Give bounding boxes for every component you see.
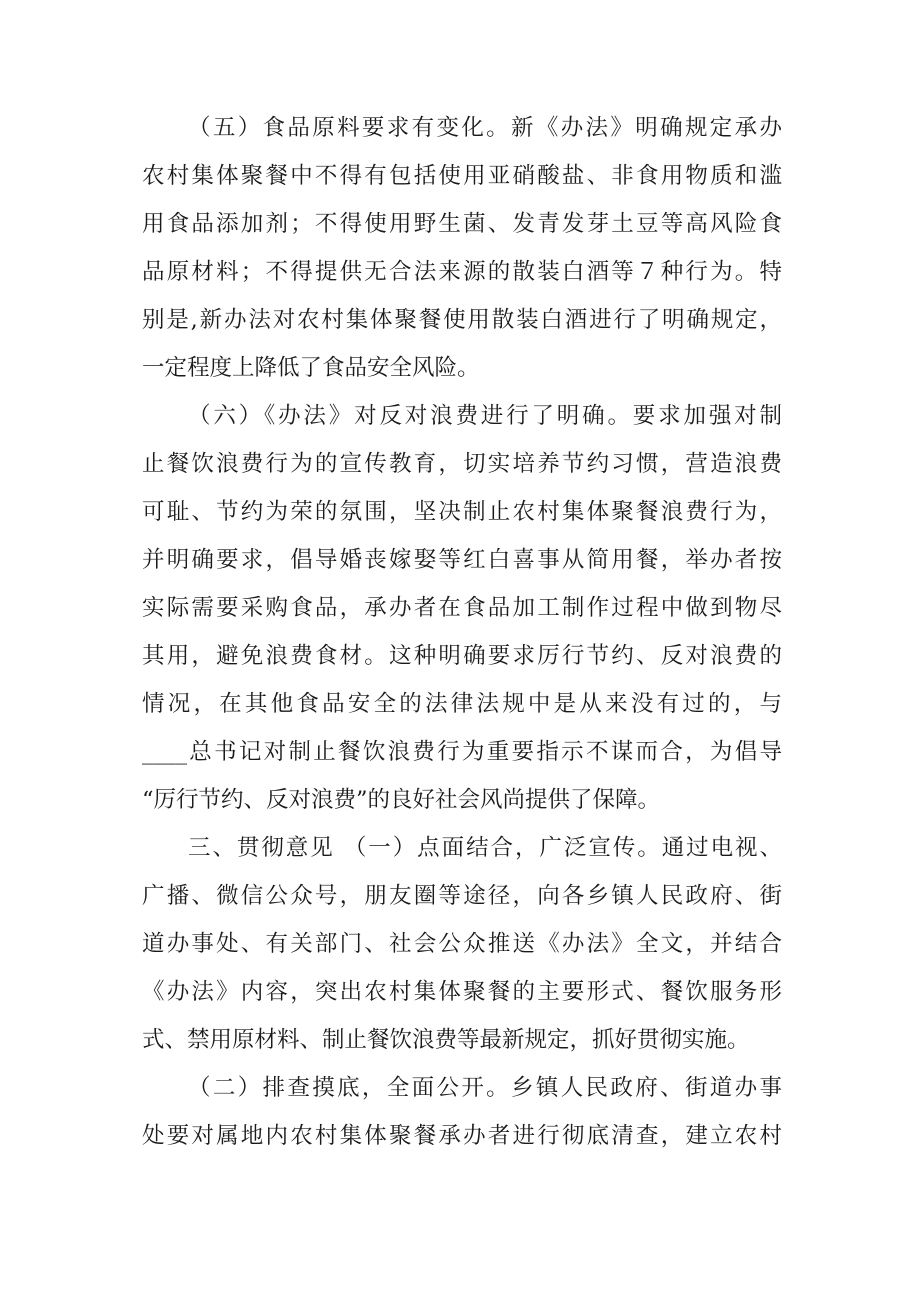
text-line: 并明确要求，倡导婚丧嫁娶等红白喜事从简用餐，举办者按 [142,547,782,573]
text-line: 止餐饮浪费行为的宣传教育，切实培养节约习惯，营造浪费 [142,451,782,477]
text-line: 式、禁用原材料、制止餐饮浪费等最新规定，抓好贯彻实施。 [142,1027,750,1053]
text-line: 《办法》内容，突出农村集体聚餐的主要形式、餐饮服务形 [142,979,782,1005]
text-line: 实际需要采购食品，承办者在食品加工制作过程中做到物尽 [142,595,782,621]
text-line: （六）《办法》对反对浪费进行了明确。要求加强对制 [188,403,782,429]
text-line: 可耻、节约为荣的氛围，坚决制止农村集体聚餐浪费行为， [142,499,782,525]
text-line: 别是,新办法对农村集体聚餐使用散装白酒进行了明确规定， [142,307,782,333]
text-line: 道办事处、有关部门、社会公众推送《办法》全文，并结合 [142,931,782,957]
text-line: 处要对属地内农村集体聚餐承办者进行彻底清查，建立农村 [142,1123,782,1149]
text-line: “厉行节约、反对浪费”的良好社会风尚提供了保障。 [142,787,661,813]
text-line: 情况，在其他食品安全的法律法规中是从来没有过的，与 [142,691,782,717]
text-line: 广播、微信公众号，朋友圈等途径，向各乡镇人民政府、街 [142,883,782,909]
text-line: 三、贯彻意见 （一）点面结合，广泛宣传。通过电视、 [188,835,782,861]
text-line: 品原材料；不得提供无合法来源的散装白酒等７种行为。特 [142,259,782,285]
text-line: （五）食品原料要求有变化。新《办法》明确规定承办 [188,115,782,141]
text-line: 用食品添加剂；不得使用野生菌、发青发芽土豆等高风险食 [142,211,782,237]
text-line: 农村集体聚餐中不得有包括使用亚硝酸盐、非食用物质和滥 [142,163,782,189]
text-line: （二）排查摸底，全面公开。乡镇人民政府、街道办事 [188,1075,782,1101]
text-line: 其用，避免浪费食材。这种明确要求厉行节约、反对浪费的 [142,643,782,669]
text-line: ____总书记对制止餐饮浪费行为重要指示不谋而合，为倡导 [142,739,782,765]
text-line: 一定程度上降低了食品安全风险。 [142,355,480,381]
